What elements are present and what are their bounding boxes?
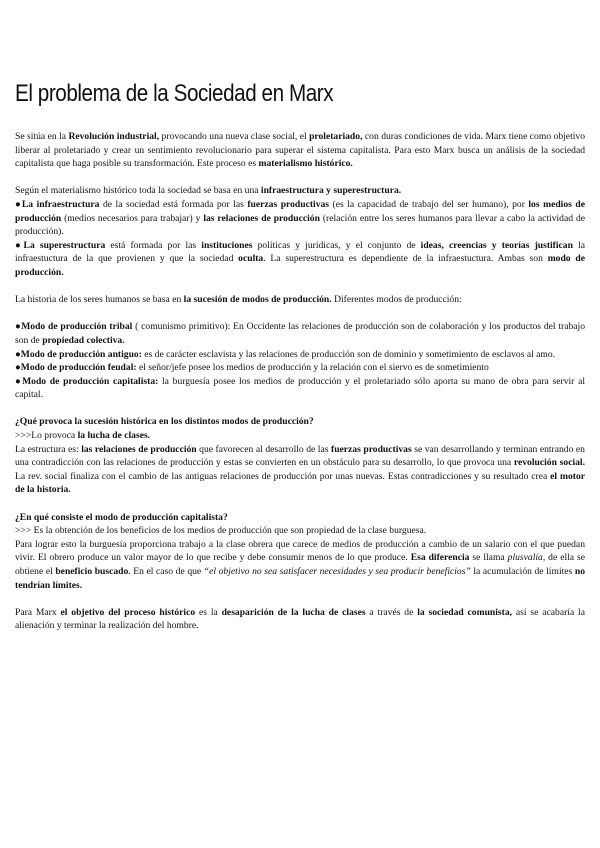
question-heading-1: ¿Qué provoca la sucesión histórica en los distintos modos de producción?: [15, 416, 314, 428]
document-body: [15, 130, 585, 633]
answer-1: >>>Lo provoca la lucha de clases.: [15, 430, 151, 442]
feudal-mode-bullet: ●Modo de producción feudal: el señor/jefe posee los medios de producción y la relación con el siervo es de sometimiento: [15, 362, 489, 374]
capitalist-mode-bullet: ●Modo de producción capitalista: la burguesía posee los medios de producción y el proletariado sólo aporta su mano de obra para servir al capital.: [15, 375, 585, 401]
intro-paragraph: Se sitúa en la Revolución industrial, provocando una nueva clase social, el proletariado, con duras condiciones de vida. Marx tiene como objetivo liberar al proletariado y crear un sentimiento revolucionario para superar el sistema capitalista. Para esto Marx busca un análisis de la sociedad capitalista que haga posible su transformación. Este proceso es materialismo histórico.: [15, 131, 585, 170]
conclusion-paragraph: Para Marx el objetivo del proceso histórico es la desaparición de la lucha de clases a través de la sociedad comunista, así se acabaría la alienación y terminar la realización del hombre.: [15, 606, 585, 632]
question-heading-2: ¿En qué consiste el modo de producción capitalista?: [15, 511, 228, 523]
bullet-icon: ●: [15, 362, 21, 374]
tribal-mode-bullet: ●Modo de producción tribal ( comunismo primitivo): En Occidente las relaciones de producción son de colaboración y los productos del trabajo son de propiedad colectiva.: [15, 321, 586, 346]
bullet-icon: ●: [15, 375, 23, 387]
bullet-icon: ●: [15, 239, 24, 251]
bullet-icon: ●: [15, 321, 22, 333]
bullet-icon: ●: [15, 198, 22, 210]
surplus-paragraph: Para lograr esto la burguesía proporciona trabajo a la clase obrera que carece de medios de producción a cambio de un salario con el que puedan vivir. El obrero produce un valor mayor de lo que recibe y debe consumir menos de lo que produce. Esa diferencia se llama plusvalía, de ella se obtiene el beneficio buscado. En el caso de que “el objetivo no sea satisfacer necesidades y sea producir beneficios” la acumulación de límites no tendrían límites.: [15, 538, 586, 591]
superstructure-bullet: ●La superestructura está formada por las instituciones políticas y jurídicas, y el conjunto de ideas, creencias y teorías justifican la infraestuctura de la que provienen y que la sociedad oculta. La superestructura es dependiente de la infraestuctura. Ambas son modo de producción.: [15, 239, 585, 278]
page-title: El problema de la Sociedad en Marx: [15, 80, 334, 107]
answer-2: >>> Es la obtención de los beneficios de los medios de producción que son propiedad de la clase burguesa.: [15, 525, 427, 537]
history-paragraph: La historia de los seres humanos se basa en la sucesión de modos de producción. Diferentes modos de producción:: [15, 294, 462, 306]
ancient-mode-bullet: ●Modo de producción antiguo: es de carácter esclavista y las relaciones de producción son de dominio y sometimiento de esclavos al amo.: [15, 348, 556, 360]
infrastructure-bullet: ●La infraestructura de la sociedad está formada por las fuerzas productivas (es la capacidad de trabajo del ser humano), por los medios de producción (medios necesarios para trabajar) y las relaciones de producción (relación entre los seres humanos para llevar a cabo la actividad de producción).: [15, 198, 585, 238]
materialism-paragraph: Según el materialismo histórico toda la sociedad se basa en una infraestructura y superestructura.: [15, 185, 402, 197]
structure-paragraph: La estructura es: las relaciones de producción que favorecen al desarrollo de las fuerzas productivas se van desarrollando y terminan entrando en una contradicción con las relaciones de producción y estas se convierten en un obstáculo para su desarrollo, lo que provoca una revolución social. La rev. social finaliza con el cambio de las antiguas relaciones de producción por unas nuevas. Estas contradicciones y su resultado crea el motor de la historia.: [15, 443, 585, 496]
bullet-icon: ●: [15, 348, 21, 360]
